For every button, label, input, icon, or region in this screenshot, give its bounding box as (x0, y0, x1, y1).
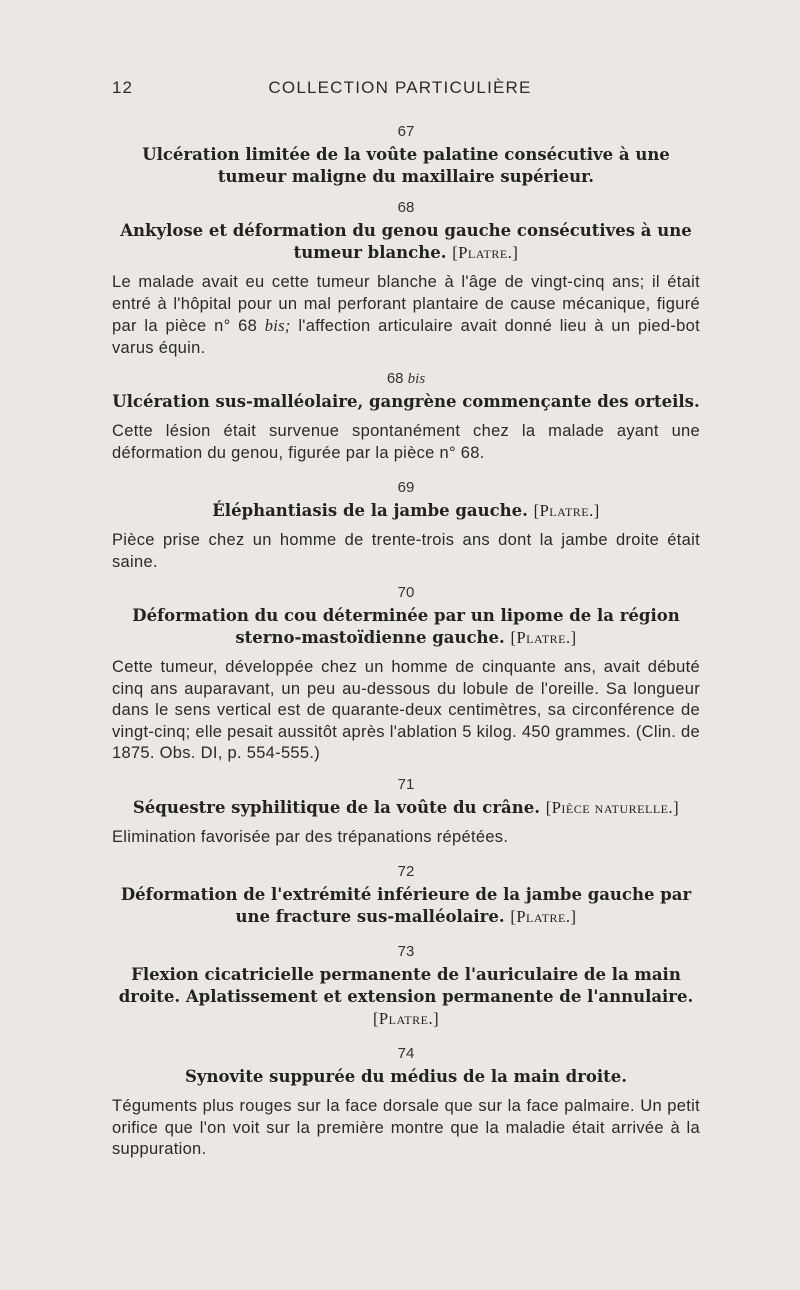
entry-67 (112, 122, 700, 188)
entry-number: 67 (397, 123, 415, 140)
entry-title (112, 605, 700, 649)
entry-number: 72 (397, 863, 415, 880)
material-label: [Pièce naturelle.] (545, 797, 680, 817)
entry-71 (112, 775, 700, 849)
entry-title: Ulcération limitée de la voûte palatine consécutive à une tumeur maligne du maxillaire supérieur. (142, 145, 670, 186)
material-label: [Platre.] (452, 243, 519, 262)
entry-description: Téguments plus rouges sur la face dorsale que sur la face palmaire. Un petit orifice que l'on voit sur la première montre que la maladie était arrivée à la suppuration. (112, 1097, 700, 1158)
entry-68-bis (112, 369, 700, 464)
entry-69 (112, 478, 700, 573)
entry-title (112, 500, 700, 522)
running-head (112, 78, 688, 102)
entry-title (112, 964, 700, 1030)
entry-description (112, 272, 700, 359)
material-label: [Platre.] (533, 501, 600, 520)
entry-74 (112, 1044, 700, 1161)
entry-description: Cette tumeur, développée chez un homme de cinquante ans, avait débuté cinq ans auparavant, un peu au-dessous du lobule de l'oreille. Sa longueur dans le sens vertical est de quarante-deux centimètres, sa circonférence de vingt-cinq; elle pesait aussitôt après l'ablation 5 kilog. 450 grammes. (Clin. de 1875. Obs. DI, p. 554-555.) (112, 658, 700, 762)
entry-title-text: Éléphantiasis de la jambe gauche. (212, 501, 528, 520)
entry-title-text: Déformation de l'extrémité inférieure de la jambe gauche par une fracture sus-malléolaire. (120, 885, 692, 926)
entry-reference: bis; (264, 316, 291, 335)
catalogue-entries (112, 122, 700, 1161)
entry-title: Synovite suppurée du médius de la main droite. (184, 1067, 628, 1086)
material-label: [Platre.] (372, 1009, 440, 1028)
entry-title (112, 797, 700, 819)
material-label: [Platre.] (510, 907, 577, 926)
entry-70 (112, 583, 700, 765)
entry-title (112, 884, 700, 928)
entry-title-text: Déformation du cou déterminée par un lipome de la région sterno-mastoïdienne gauche. (132, 606, 680, 647)
entry-title (112, 220, 700, 264)
entry-72 (112, 862, 700, 928)
entry-title-text: Flexion cicatricielle permanente de l'auriculaire de la main droite. Aplatissement et extension permanente de l'annulaire. (118, 965, 694, 1006)
entry-title-text: Ankylose et déformation du genou gauche consécutives à une tumeur blanche. (120, 221, 692, 262)
page-number: 12 (112, 78, 133, 97)
entry-number: 69 (397, 479, 415, 496)
entry-number: 73 (397, 943, 415, 960)
entry-number: 71 (397, 775, 415, 793)
entry-description: Elimination favorisée par des trépanations répétées. (112, 827, 509, 846)
running-title: COLLECTION PARTICULIÈRE (268, 78, 532, 97)
entry-number: 68 (397, 199, 415, 216)
entry-68 (112, 198, 700, 359)
entry-title-text: Séquestre syphilitique de la voûte du crâne. (132, 797, 540, 817)
entry-description: Pièce prise chez un homme de trente-trois ans dont la jambe droite était saine. (112, 531, 700, 571)
material-label: [Platre.] (510, 628, 577, 647)
entry-description-part: l'affection articulaire avait donné lieu à un pied-bot varus équin. (112, 317, 700, 357)
entry-number (112, 369, 700, 389)
entry-number: 74 (397, 1045, 415, 1062)
entry-description: Cette lésion était survenue spontanément chez la malade ayant une déformation du genou, figurée par la pièce n° 68. (112, 422, 700, 462)
entry-number-suffix: bis (407, 371, 426, 387)
entry-title: Ulcération sus-malléolaire, gangrène commençante des orteils. (112, 392, 700, 411)
entry-number: 70 (397, 584, 415, 601)
entry-number-value: 68 (386, 370, 404, 387)
entry-description-part: Le malade avait eu cette tumeur blanche à l'âge de vingt-cinq ans; il était entré à l'hôpital pour un mal perforant plantaire de cause mécanique, figuré par la pièce n° 68 (112, 273, 700, 335)
entry-73 (112, 942, 700, 1030)
